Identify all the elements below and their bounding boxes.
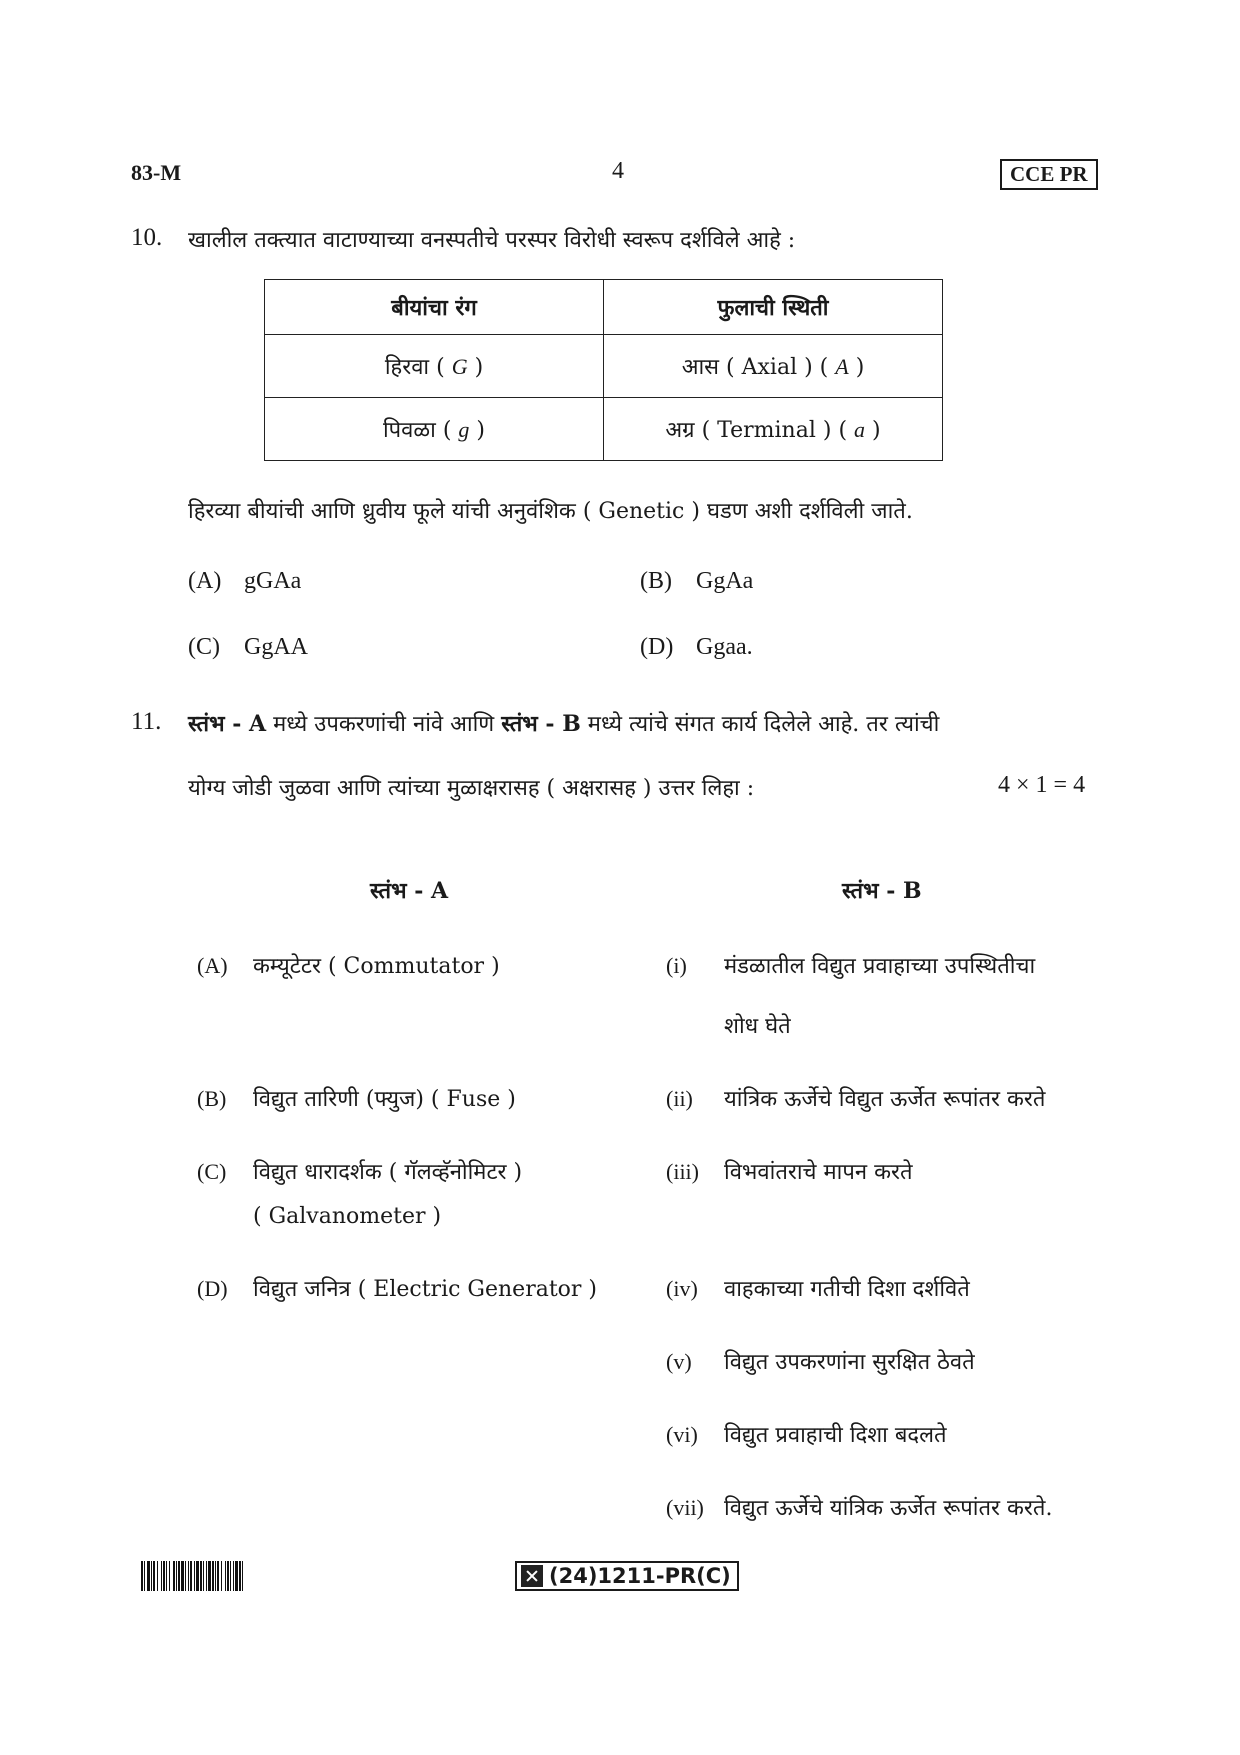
q11-text-line1: स्तंभ - A मध्ये उपकरणांची नांवे आणि स्तंभ - B मध्ये त्यांचे संगत कार्य दिलेले आहे. तर त्यांची (188, 711, 940, 737)
barcode-icon (141, 1561, 384, 1591)
column-b-item-continuation: शोध घेते (724, 1014, 791, 1039)
table-header-flower-position: फुलाची स्थिती (604, 280, 943, 335)
page-number: 4 (612, 158, 624, 184)
q11-marks: 4 × 1 = 4 (998, 772, 1086, 798)
option-b: (B) GgAa (640, 568, 754, 594)
table-cell: पिवळा ( g ) (265, 398, 604, 461)
option-c: (C) GgAA (188, 634, 308, 660)
trait-table (264, 279, 943, 461)
q11-text-line2: योग्य जोडी जुळवा आणि त्यांच्या मुळाक्षरासह ( अक्षरासह ) उत्तर लिहा : (188, 776, 755, 801)
footer-code (515, 1561, 739, 1591)
table-cell: हिरवा ( G ) (265, 335, 604, 398)
option-d: (D) Ggaa. (640, 634, 753, 660)
q10-statement: हिरव्या बीयांची आणि ध्रुवीय फूले यांची अनुवंशिक ( Genetic ) घडण अशी दर्शविली जाते. (188, 499, 913, 524)
q10-number: 10. (131, 224, 163, 251)
column-b-item: (i) मंडळातील विद्युत प्रवाहाच्या उपस्थितीचा (666, 953, 1036, 979)
column-a-item: (C) विद्युत धारादर्शक ( गॅलव्हॅनोमिटर ) (197, 1159, 523, 1185)
column-b-item: (iii) विभवांतराचे मापन करते (666, 1159, 913, 1185)
q10-text: खालील तक्त्यात वाटाण्याच्या वनस्पतीचे परस्पर विरोधी स्वरूप दर्शविले आहे : (188, 228, 796, 253)
column-b-heading: स्तंभ - B (842, 878, 922, 904)
column-b-item: (vii) विद्युत ऊर्जेचे यांत्रिक ऊर्जेत रूपांतर करते. (666, 1495, 1053, 1521)
q11-number: 11. (131, 708, 162, 735)
column-a-item: (A) कम्यूटेटर ( Commutator ) (197, 953, 500, 979)
footer-code-text: (24)1211-PR(C) (549, 1564, 731, 1588)
column-b-item: (ii) यांत्रिक ऊर्जेचे विद्युत ऊर्जेत रूपांतर करते (666, 1086, 1046, 1112)
column-a-heading: स्तंभ - A (370, 878, 449, 904)
option-a: (A) gGAa (188, 568, 302, 594)
column-a-item: (D) विद्युत जनित्र ( Electric Generator ) (197, 1276, 598, 1302)
paper-code: 83-M (131, 160, 182, 185)
table-cell: आस ( Axial ) ( A ) (604, 335, 943, 398)
column-a-item-continuation: ( Galvanometer ) (253, 1204, 442, 1229)
table-cell: अग्र ( Terminal ) ( a ) (604, 398, 943, 461)
qr-mark-icon (521, 1565, 543, 1587)
column-b-item: (v) विद्युत उपकरणांना सुरक्षित ठेवते (666, 1349, 975, 1375)
column-b-item: (vi) विद्युत प्रवाहाची दिशा बदलते (666, 1422, 947, 1448)
cce-pr-box: CCE PR (1000, 159, 1098, 190)
table-header-seed-colour: बीयांचा रंग (265, 280, 604, 335)
column-b-item: (iv) वाहकाच्या गतीची दिशा दर्शविते (666, 1276, 970, 1302)
column-a-item: (B) विद्युत तारिणी (फ्युज) ( Fuse ) (197, 1086, 516, 1112)
